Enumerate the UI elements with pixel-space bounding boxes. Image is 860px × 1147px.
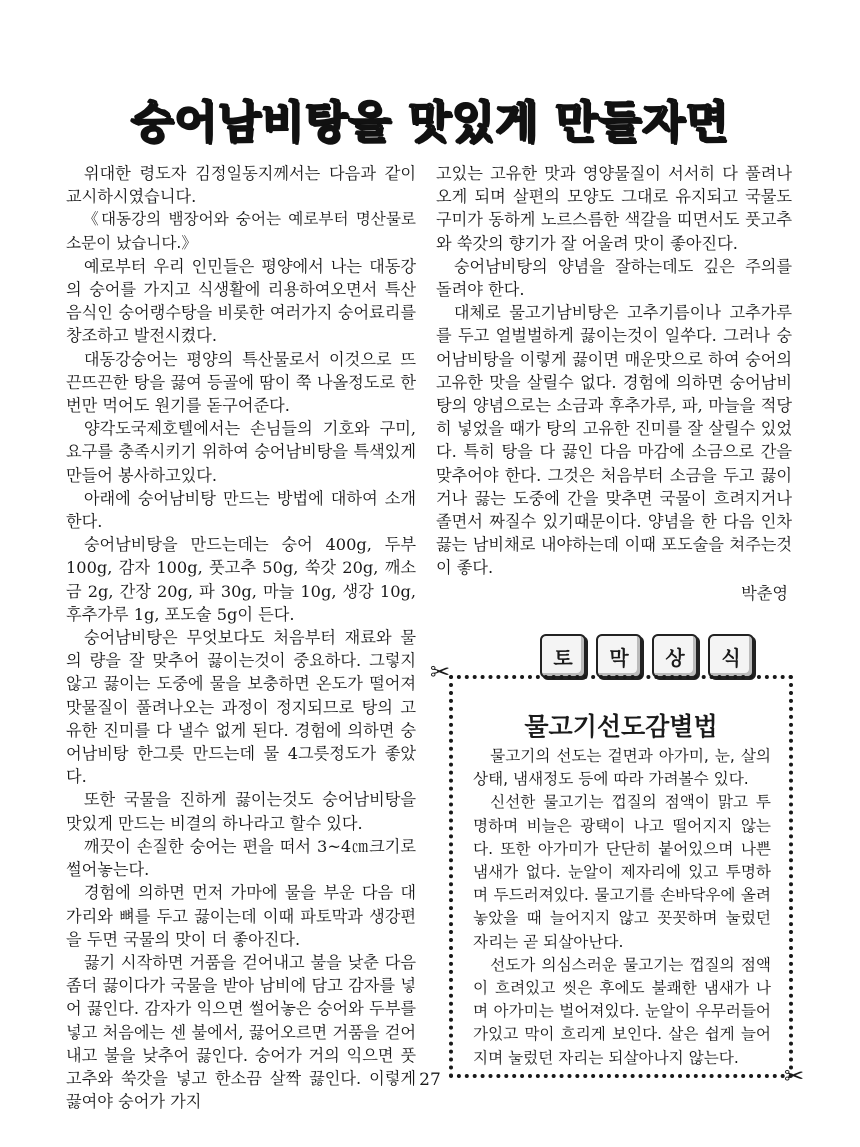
paragraph: 대동강숭어는 평양의 특산물로서 이것으로 뜨끈뜨끈한 탕을 끓여 등골에 땀이 쭉 나올정도로 한번만 먹어도 원기를 돋구어준다. [66, 349, 416, 416]
paragraph: 고있는 고유한 맛과 영양물질이 서서히 다 풀려나오게 되며 살편의 모양도 그대로 유지되고 국물도 구미가 동하게 노르스름한 색갈을 띠면서도 풋고추와 쑥갓의 향기가 잘 어울려 맛이 좋아진다. [436, 164, 792, 253]
sidebar-paragraph: 선도가 의심스러운 물고기는 껍질의 점액이 흐려있고 씻은 후에도 불쾌한 냄새가 나며 아가미는 벌어져있다. 눈알이 우무러들어가있고 막이 흐리게 보인다. 살은 쉽게 늘어지며 눌렀던 자리는 되살아나지 않는다. [473, 955, 771, 1067]
sidebar-header-keys [540, 634, 754, 678]
key-tile: 막 [596, 634, 642, 678]
paragraph: 숭어남비탕의 양념을 잘하는데도 깊은 주의를 돌려야 한다. [436, 256, 792, 300]
left-column [66, 162, 416, 1113]
paragraph: 깨끗이 손질한 숭어는 편을 떠서 3~4㎝크기로 썰어놓는다. [66, 836, 416, 880]
paragraph: 또한 국물을 진하게 끓이는것도 숭어남비탕을 맛있게 만드는 비결의 하나라고 할수 있다. [66, 790, 416, 833]
article-title: 숭어남비탕을 맛있게 만들자면 [130, 97, 730, 148]
key-tile: 토 [540, 634, 586, 678]
key-tile: 식 [708, 634, 754, 678]
paragraph: 위대한 령도자 김정일동지께서는 다음과 같이 교시하시였습니다. [66, 164, 416, 207]
right-column [436, 162, 792, 605]
paragraph: 숭어남비탕은 무엇보다도 처음부터 재료와 물의 량을 잘 맞추어 끓이는것이 중요하다. 그렇지 않고 끓이는 도중에 물을 보충하면 온도가 떨어져 맛물질이 풀려나오는 과정이 정지되므로 탕의 고유한 진미를 다 낼수 없게 된다. 경험에 의하면 숭어남비탕 한그릇 만드는데 물 4그릇정도가 좋았다. [66, 628, 416, 787]
sidebar-body [473, 745, 771, 1070]
paragraph: 끓기 시작하면 거품을 걷어내고 불을 낮춘 다음 좀더 끓이다가 국물을 받아 남비에 담고 감자를 넣어 끓인다. 감자가 익으면 썰어놓은 숭어와 두부를 넣고 처음에는 센 불에서, 끓어오르면 거품을 걷어내고 불을 낮추어 끓인다. 숭어가 거의 익으면 풋고추와 쑥갓을 넣고 한소끔 살짝 끓인다. 이렇게 끓여야 숭어가 가지 [66, 952, 416, 1112]
scissors-icon: ✂ [784, 1062, 805, 1090]
sidebar-paragraph: 물고기의 선도는 겉면과 아가미, 눈, 살의 상태, 냄새정도 등에 따라 가려볼수 있다. [473, 747, 771, 789]
quote-paragraph: 《대동강의 뱀장어와 숭어는 예로부터 명산물로 소문이 났습니다.》 [66, 210, 416, 252]
key-tile: 상 [652, 634, 698, 678]
sidebar-paragraph: 신선한 물고기는 껍질의 점액이 맑고 투명하며 비늘은 광택이 나고 떨어지지 않는다. 또한 아가미가 단단히 붙어있으며 나쁜 냄새가 없다. 눈알이 제자리에 있고 투명하며 두드러져있다. 물고기를 손바닥우에 올려놓았을 때 늘어지지 않고 꼿꼿하며 눌렀던 자리는 곧 되살아난다. [473, 793, 771, 951]
sidebar-title: 물고기선도감별법 [524, 712, 718, 741]
sidebar-box [449, 675, 793, 1078]
page-number: 27 [419, 1070, 441, 1090]
paragraph: 아래에 숭어남비탕 만드는 방법에 대하여 소개한다. [66, 488, 416, 532]
author-name: 박춘영 [741, 583, 788, 603]
paragraph: 경험에 의하면 먼저 가마에 물을 부운 다음 대가리와 뼈를 두고 끓이는데 이때 파토막과 생강편을 두면 국물의 맛이 더 좋아진다. [66, 883, 416, 949]
scissors-icon: ✂ [430, 658, 451, 686]
paragraph: 예로부터 우리 인민들은 평양에서 나는 대동강의 숭어를 가지고 식생활에 리용하여오면서 특산음식인 숭어랭수탕을 비롯한 여러가지 숭어료리를 창조하고 발전시켰다. [66, 256, 416, 346]
paragraph: 양각도국제호텔에서는 손님들의 기호와 구미, 요구를 충족시키기 위하여 숭어남비탕을 특색있게 만들어 봉사하고있다. [66, 419, 416, 485]
ingredients-paragraph: 숭어남비탕을 만드는데는 숭어 400g, 두부 100g, 감자 100g, 풋고추 50g, 쑥갓 20g, 깨소금 2g, 간장 20g, 파 30g, 마늘 10g, 생강 10g, 후추가루 1g, 포도술 5g이 든다. [66, 535, 416, 624]
paragraph: 대체로 물고기남비탕은 고추기름이나 고추가루를 두고 얼벌벌하게 끓이는것이 일쑤다. 그러나 숭어남비탕을 이렇게 끓이면 매운맛으로 하여 숭어의 고유한 맛을 살릴수 없다. 경험에 의하면 숭어남비탕의 양념으로는 소금과 후추가루, 파, 마늘을 적당히 넣었을 때가 탕의 고유한 진미를 잘 살릴수 있었다. 특히 탕을 다 끓인 다음 마감에 소금으로 간을 맞추어야 한다. 그것은 처음부터 소금을 두고 끓이거나 끓는 도중에 간을 맞추면 국물이 흐려지거나 졸면서 짜질수 있기때문이다. 양념을 한 다음 인차 끓는 남비채로 내야하는데 이때 포도술을 쳐주는것이 좋다. [436, 303, 792, 578]
